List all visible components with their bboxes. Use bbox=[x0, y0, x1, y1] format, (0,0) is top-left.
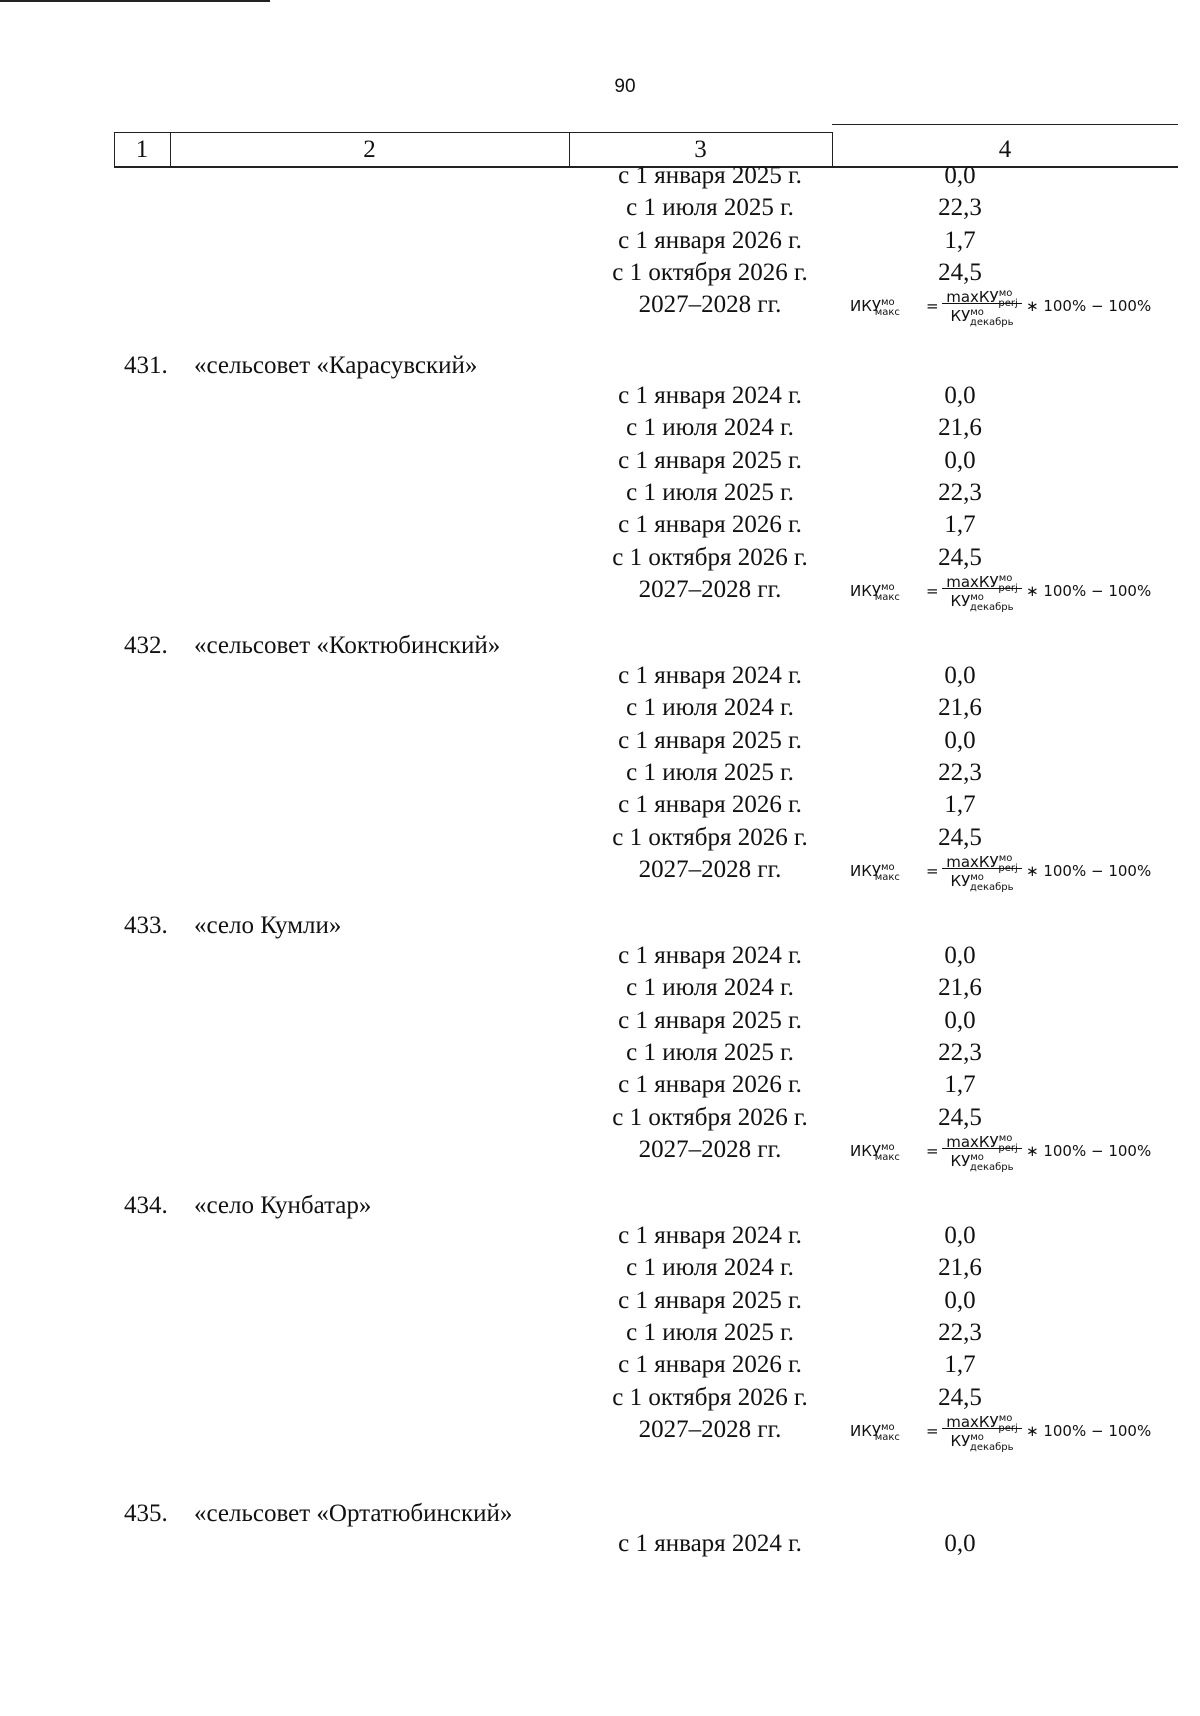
period-date: 2027–2028 гг. bbox=[638, 575, 782, 603]
header-rule-top-right bbox=[832, 124, 1178, 125]
index-value: 24,5 bbox=[938, 1103, 982, 1131]
table-row bbox=[0, 162, 1200, 194]
period-date: с 1 января 2025 г. bbox=[618, 1286, 802, 1314]
table-row bbox=[0, 694, 1200, 726]
index-value: 21,6 bbox=[938, 414, 982, 442]
period-date: с 1 июля 2024 г. bbox=[626, 694, 794, 722]
table-row bbox=[0, 1287, 1200, 1319]
period-date: 2027–2028 гг. bbox=[638, 1415, 782, 1443]
index-value: 21,6 bbox=[938, 974, 982, 1002]
period-date: с 1 января 2024 г. bbox=[618, 1222, 802, 1249]
formula-rhs: ∗ 100% − 100% bbox=[1026, 1141, 1152, 1160]
table-row bbox=[0, 511, 1200, 543]
formula-rhs: ∗ 100% − 100% bbox=[1026, 861, 1152, 880]
index-value: 0,0 bbox=[944, 1530, 976, 1557]
table-row bbox=[0, 1222, 1200, 1254]
period-date: с 1 июля 2025 г. bbox=[626, 194, 794, 222]
header-col-1: 1 bbox=[135, 136, 149, 163]
period-date: с 1 июля 2024 г. bbox=[626, 974, 794, 1002]
page-number: 90 bbox=[614, 76, 636, 97]
period-date: с 1 июля 2025 г. bbox=[626, 758, 794, 786]
table-row bbox=[0, 194, 1200, 226]
table-row bbox=[0, 479, 1200, 511]
formula-rhs: ∗ 100% − 100% bbox=[1026, 581, 1152, 600]
period-date: 2027–2028 гг. bbox=[638, 291, 782, 319]
index-value: 22,3 bbox=[938, 758, 982, 786]
table-row bbox=[0, 1071, 1200, 1103]
entry-name: «село Кунбатар» bbox=[194, 1192, 372, 1219]
index-value: 0,0 bbox=[944, 382, 976, 409]
entry-title bbox=[124, 912, 1024, 940]
index-value: 0,0 bbox=[944, 1006, 976, 1034]
table-row bbox=[0, 942, 1200, 974]
formula-lhs: $ИКУ^{мо}_{макс}$ bbox=[850, 1421, 900, 1443]
formula: $ИКУ^{мо}_{макс}$ = maxКУ$^{мо}_{perj}$ $КУ^{мо}_{декабрь}$ ∗ 100% − 100% bbox=[850, 285, 1190, 325]
formula-rhs: ∗ 100% − 100% bbox=[1026, 297, 1152, 316]
formula-lhs: $ИКУ^{мо}_{макс}$ bbox=[850, 581, 900, 603]
period-date: с 1 июля 2024 г. bbox=[626, 1254, 794, 1282]
index-value: 0,0 bbox=[944, 1222, 976, 1249]
entry-title bbox=[124, 1500, 1024, 1528]
index-value: 24,5 bbox=[938, 258, 982, 286]
table-row bbox=[0, 414, 1200, 446]
index-value: 1,7 bbox=[944, 791, 976, 819]
period-date: с 1 января 2026 г. bbox=[618, 1351, 802, 1379]
index-value: 0,0 bbox=[944, 162, 976, 189]
index-value: 22,3 bbox=[938, 478, 982, 506]
table-row bbox=[0, 1007, 1200, 1039]
period-date: с 1 января 2026 г. bbox=[618, 511, 802, 539]
formula: $ИКУ^{мо}_{макс}$ = maxКУ$^{мо}_{perj}$ $КУ^{мо}_{декабрь}$ ∗ 100% − 100% bbox=[850, 570, 1190, 610]
entry-name: «село Кумли» bbox=[194, 912, 342, 939]
index-value: 24,5 bbox=[938, 823, 982, 851]
table-row bbox=[0, 1319, 1200, 1351]
period-date: с 1 января 2025 г. bbox=[618, 446, 802, 474]
period-date: с 1 октября 2026 г. bbox=[612, 1103, 808, 1131]
index-value: 0,0 bbox=[944, 446, 976, 474]
period-date: с 1 января 2024 г. bbox=[618, 382, 802, 409]
table-row bbox=[0, 662, 1200, 694]
index-value: 1,7 bbox=[944, 1071, 976, 1099]
formula-fraction: maxКУ$^{мо}_{perj}$ $КУ^{мо}_{декабрь}$ bbox=[942, 1410, 1022, 1447]
index-value: 0,0 bbox=[944, 726, 976, 754]
index-value: 22,3 bbox=[938, 1038, 982, 1066]
period-date: с 1 января 2025 г. bbox=[618, 726, 802, 754]
formula: $ИКУ^{мо}_{макс}$ = maxКУ$^{мо}_{perj}$ $КУ^{мо}_{декабрь}$ ∗ 100% − 100% bbox=[850, 850, 1190, 890]
period-date: с 1 октября 2026 г. bbox=[612, 258, 808, 286]
table-row bbox=[0, 1351, 1200, 1383]
period-date: с 1 октября 2026 г. bbox=[612, 543, 808, 571]
table-row bbox=[0, 382, 1200, 414]
formula: $ИКУ^{мо}_{макс}$ = maxКУ$^{мо}_{perj}$ $КУ^{мо}_{декабрь}$ ∗ 100% − 100% bbox=[850, 1130, 1190, 1170]
table-row bbox=[0, 1039, 1200, 1071]
entry-title bbox=[124, 352, 1024, 380]
entry-title bbox=[124, 1192, 1024, 1220]
entry-number: 434. bbox=[124, 1192, 168, 1219]
table-row bbox=[0, 1254, 1200, 1286]
index-value: 24,5 bbox=[938, 543, 982, 571]
period-date: с 1 июля 2025 г. bbox=[626, 1318, 794, 1346]
index-value: 1,7 bbox=[944, 1351, 976, 1379]
index-value: 1,7 bbox=[944, 226, 976, 254]
period-date: с 1 октября 2026 г. bbox=[612, 1383, 808, 1411]
entry-number: 435. bbox=[124, 1500, 168, 1527]
header-col-4: 4 bbox=[998, 136, 1012, 163]
period-date: с 1 января 2026 г. bbox=[618, 1071, 802, 1099]
entry-title bbox=[124, 632, 1024, 660]
period-date: 2027–2028 гг. bbox=[638, 1135, 782, 1163]
formula-lhs: $ИКУ^{мо}_{макс}$ bbox=[850, 861, 900, 883]
entry-number: 433. bbox=[124, 912, 168, 939]
header-col-2: 2 bbox=[363, 136, 376, 163]
period-date: с 1 января 2026 г. bbox=[618, 226, 802, 254]
formula-lhs: $ИКУ^{мо}_{макс}$ bbox=[850, 1141, 900, 1163]
index-value: 1,7 bbox=[944, 511, 976, 539]
period-date: 2027–2028 гг. bbox=[638, 855, 782, 883]
index-value: 0,0 bbox=[944, 942, 976, 969]
index-value: 21,6 bbox=[938, 694, 982, 722]
formula-fraction: maxКУ$^{мо}_{perj}$ $КУ^{мо}_{декабрь}$ bbox=[942, 570, 1022, 607]
table-row bbox=[0, 974, 1200, 1006]
period-date: с 1 января 2026 г. bbox=[618, 791, 802, 819]
index-value: 24,5 bbox=[938, 1383, 982, 1411]
period-date: с 1 октября 2026 г. bbox=[612, 823, 808, 851]
period-date: с 1 июля 2025 г. bbox=[626, 478, 794, 506]
index-value: 0,0 bbox=[944, 1286, 976, 1314]
period-date: с 1 января 2024 г. bbox=[618, 1530, 802, 1557]
formula-fraction: maxКУ$^{мо}_{perj}$ $КУ^{мо}_{декабрь}$ bbox=[942, 285, 1022, 322]
entry-number: 431. bbox=[124, 352, 168, 379]
period-date: с 1 января 2024 г. bbox=[618, 942, 802, 969]
entry-name: «сельсовет «Коктюбинский» bbox=[194, 632, 501, 659]
entry-name: «сельсовет «Карасувский» bbox=[194, 352, 478, 379]
table-row bbox=[0, 227, 1200, 259]
scan-edge-line bbox=[0, 0, 270, 2]
period-date: с 1 июля 2025 г. bbox=[626, 1038, 794, 1066]
table-row bbox=[0, 1530, 1200, 1562]
table-row bbox=[0, 447, 1200, 479]
period-date: с 1 января 2024 г. bbox=[618, 662, 802, 689]
entry-number: 432. bbox=[124, 632, 168, 659]
index-value: 0,0 bbox=[944, 662, 976, 689]
formula-lhs: $ИКУ^{мо}_{макс}$ bbox=[850, 297, 900, 319]
formula-fraction: maxКУ$^{мо}_{perj}$ $КУ^{мо}_{декабрь}$ bbox=[942, 850, 1022, 887]
period-date: с 1 января 2025 г. bbox=[618, 1006, 802, 1034]
entry-name: «сельсовет «Ортатюбинский» bbox=[194, 1500, 513, 1527]
period-date: с 1 июля 2024 г. bbox=[626, 414, 794, 442]
header-col-3: 3 bbox=[694, 136, 707, 163]
formula-rhs: ∗ 100% − 100% bbox=[1026, 1421, 1152, 1440]
period-date: с 1 января 2025 г. bbox=[618, 162, 802, 189]
table-row bbox=[0, 759, 1200, 791]
formula-fraction: maxКУ$^{мо}_{perj}$ $КУ^{мо}_{декабрь}$ bbox=[942, 1130, 1022, 1167]
table-row bbox=[0, 727, 1200, 759]
index-value: 22,3 bbox=[938, 194, 982, 222]
formula: $ИКУ^{мо}_{макс}$ = maxКУ$^{мо}_{perj}$ $КУ^{мо}_{декабрь}$ ∗ 100% − 100% bbox=[850, 1410, 1190, 1450]
table-row bbox=[0, 791, 1200, 823]
index-value: 21,6 bbox=[938, 1254, 982, 1282]
index-value: 22,3 bbox=[938, 1318, 982, 1346]
